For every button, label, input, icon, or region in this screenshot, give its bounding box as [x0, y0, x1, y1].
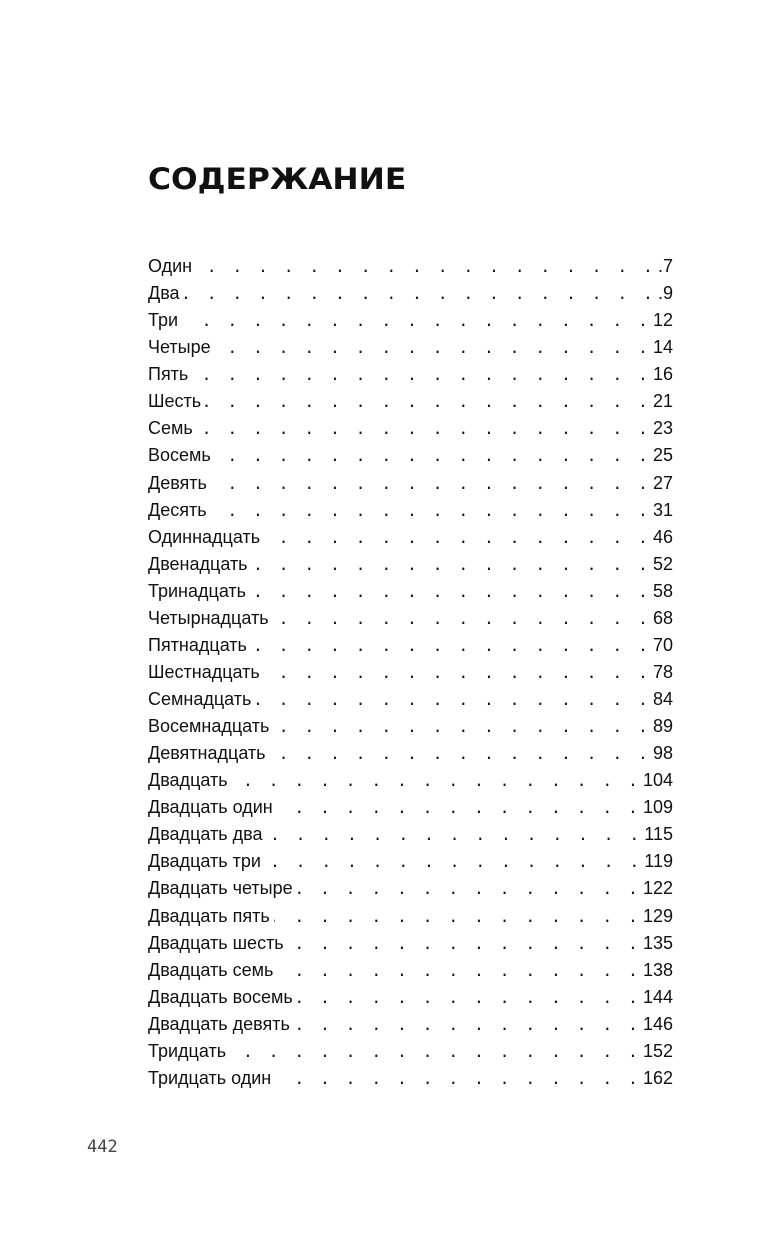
dot-leader: [255, 686, 651, 713]
toc-entry[interactable]: [148, 740, 673, 767]
toc-entry-label: Шестнадцать: [148, 661, 260, 682]
toc-entry-page: 144: [642, 986, 673, 1007]
toc-entry[interactable]: [148, 253, 673, 280]
dot-leader: [274, 903, 641, 930]
toc-entry[interactable]: [148, 605, 673, 632]
dot-leader: [192, 361, 651, 388]
toc-entry-page: 109: [642, 797, 673, 818]
toc-entry-label: Одиннадцать: [148, 526, 261, 547]
toc-entry[interactable]: [148, 415, 673, 442]
toc-entry-label: Восемь: [148, 445, 211, 466]
toc-entry-label: Двадцать один: [148, 797, 273, 818]
toc-entry-label: Восемнадцать: [148, 716, 270, 737]
dot-leader: [294, 1011, 641, 1038]
toc-entry[interactable]: [148, 930, 673, 957]
toc-entry-label: Двадцать семь: [148, 959, 274, 980]
toc-entry-page: 119: [644, 851, 673, 872]
toc-entry-page: 31: [652, 499, 673, 520]
toc-entry[interactable]: [148, 713, 673, 740]
toc-entry-page: 46: [652, 526, 673, 547]
toc-entry-label: Пять: [148, 364, 189, 385]
toc-entry-label: Девять: [148, 472, 207, 493]
dot-leader: [288, 930, 641, 957]
toc-entry-page: 129: [642, 905, 673, 926]
toc-entry-label: Шесть: [148, 391, 202, 412]
dot-leader: [197, 415, 651, 442]
toc-entry-label: Четырнадцать: [148, 607, 269, 628]
toc-entry-page: 16: [652, 364, 673, 385]
dot-leader: [297, 875, 641, 902]
dot-leader: [250, 578, 651, 605]
toc-entry[interactable]: [148, 848, 673, 875]
toc-entry-label: Двадцать три: [148, 851, 261, 872]
toc-entry[interactable]: [148, 1065, 673, 1092]
toc-entry[interactable]: [148, 821, 673, 848]
toc-entry-label: Двадцать восемь: [148, 986, 293, 1007]
dot-leader: [264, 524, 651, 551]
toc-entry[interactable]: [148, 686, 673, 713]
toc-entry-label: Тридцать: [148, 1040, 227, 1061]
toc-entry-page: 58: [652, 580, 673, 601]
table-of-contents: [148, 253, 673, 1092]
toc-entry-page: .9: [657, 283, 673, 304]
toc-entry-label: Один: [148, 256, 193, 276]
toc-entry-label: Три: [148, 310, 179, 331]
dot-leader: [184, 280, 656, 307]
dot-leader: [270, 740, 651, 767]
dot-leader: [277, 794, 641, 821]
toc-entry-label: Двенадцать: [148, 553, 248, 574]
toc-entry-page: 25: [652, 445, 673, 466]
toc-entry-page: 152: [642, 1040, 673, 1061]
toc-entry[interactable]: [148, 470, 673, 497]
dot-leader: [215, 442, 651, 469]
dot-leader: [182, 307, 651, 334]
toc-entry[interactable]: [148, 794, 673, 821]
dot-leader: [273, 605, 651, 632]
toc-entry-label: Двадцать шесть: [148, 932, 284, 953]
toc-entry-page: 23: [652, 418, 673, 439]
toc-entry[interactable]: [148, 903, 673, 930]
toc-entry-label: Тринадцать: [148, 580, 247, 601]
dot-leader: [251, 632, 651, 659]
toc-entry-page: 78: [652, 661, 673, 682]
toc-entry-page: 52: [652, 553, 673, 574]
dot-leader: [297, 984, 641, 1011]
toc-entry-label: Двадцать: [148, 770, 228, 791]
toc-entry-page: 70: [652, 634, 673, 655]
page-title: СОДЕРЖАНИЕ: [148, 162, 407, 196]
dot-leader: [275, 1065, 641, 1092]
toc-entry-label: Два: [148, 283, 180, 304]
toc-entry-label: Семнадцать: [148, 689, 252, 709]
toc-entry-page: 122: [642, 878, 673, 899]
toc-entry-page: 14: [652, 337, 673, 358]
dot-leader: [277, 957, 641, 984]
toc-entry-page: 104: [642, 770, 673, 791]
toc-entry[interactable]: [148, 334, 673, 361]
toc-entry-page: 89: [652, 716, 673, 737]
toc-entry-label: Двадцать четыре: [148, 878, 293, 899]
dot-leader: [230, 1038, 641, 1065]
toc-entry[interactable]: [148, 280, 673, 307]
toc-entry[interactable]: [148, 659, 673, 686]
dot-leader: [264, 659, 651, 686]
toc-entry[interactable]: [148, 957, 673, 984]
toc-entry[interactable]: [148, 307, 673, 334]
dot-leader: [211, 497, 651, 524]
toc-entry[interactable]: [148, 875, 673, 902]
toc-entry-label: Двадцать пять: [148, 905, 270, 926]
toc-entry-page: 135: [642, 932, 673, 953]
dot-leader: [273, 713, 651, 740]
toc-entry[interactable]: [148, 524, 673, 551]
dot-leader: [196, 253, 656, 280]
toc-entry-label: Четыре: [148, 337, 211, 358]
dot-leader: [205, 388, 651, 415]
toc-entry[interactable]: [148, 388, 673, 415]
page-number: 442: [87, 1137, 118, 1157]
toc-entry[interactable]: [148, 497, 673, 524]
toc-entry-label: Двадцать девять: [148, 1013, 290, 1034]
toc-entry[interactable]: [148, 1011, 673, 1038]
toc-entry-page: .7: [657, 256, 673, 276]
toc-entry-label: Пятнадцать: [148, 634, 247, 655]
toc-entry-page: 68: [652, 607, 673, 628]
toc-entry-label: Двадцать два: [148, 824, 263, 845]
toc-entry[interactable]: [148, 1038, 673, 1065]
toc-entry-page: 162: [642, 1067, 673, 1088]
toc-entry[interactable]: [148, 984, 673, 1011]
toc-entry-label: Семь: [148, 418, 193, 439]
dot-leader: [252, 551, 651, 578]
toc-entry-page: 12: [652, 310, 673, 331]
toc-entry-label: Девятнадцать: [148, 743, 266, 764]
toc-entry[interactable]: [148, 578, 673, 605]
dot-leader: [267, 821, 643, 848]
toc-entry-page: 84: [652, 689, 673, 709]
dot-leader: [265, 848, 642, 875]
toc-entry-page: 27: [652, 472, 673, 493]
toc-entry-label: Тридцать один: [148, 1067, 272, 1088]
toc-entry[interactable]: [148, 551, 673, 578]
toc-entry-page: 146: [642, 1013, 673, 1034]
toc-entry-page: 21: [652, 391, 673, 412]
toc-entry[interactable]: [148, 767, 673, 794]
toc-entry-label: Десять: [148, 499, 207, 520]
toc-entry[interactable]: [148, 361, 673, 388]
toc-entry[interactable]: [148, 442, 673, 469]
dot-leader: [211, 470, 651, 497]
toc-entry-page: 138: [642, 959, 673, 980]
toc-entry[interactable]: [148, 632, 673, 659]
dot-leader: [232, 767, 641, 794]
toc-entry-page: 115: [644, 824, 673, 845]
toc-entry-page: 98: [652, 743, 673, 764]
dot-leader: [215, 334, 651, 361]
